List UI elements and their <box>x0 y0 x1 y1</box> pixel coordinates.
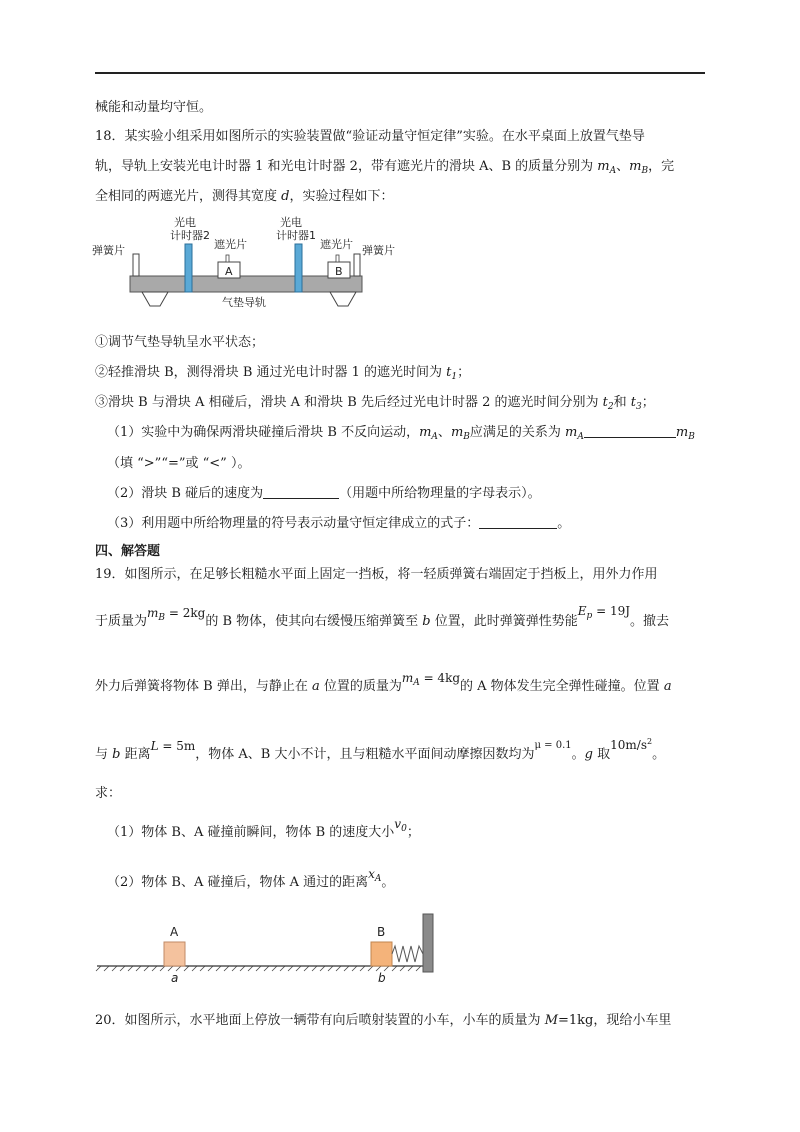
answer-blank-2[interactable] <box>263 485 339 499</box>
label-block-a: A <box>170 925 179 939</box>
label-gate2-bot: 计时器2 <box>170 229 210 242</box>
section-heading: 四、解答题 <box>95 544 161 559</box>
block-a <box>164 942 185 966</box>
label-spring-right: 弹簧片 <box>362 244 395 257</box>
q18-line-3: 全相同的两遮光片，测得其宽度 d，实验过程如下： <box>95 189 394 204</box>
air-track-diagram <box>90 210 410 320</box>
q18-part-3: （3）利用题中所给物理量的符号表示动量守恒定律成立的式子： 。 <box>107 516 571 531</box>
header-rule <box>95 72 705 74</box>
label-pos-a: a <box>171 971 179 985</box>
label-pos-b: b <box>378 971 386 985</box>
wall <box>423 914 433 972</box>
q18-part-1: （1）实验中为确保两滑块碰撞后滑块 B 不反向运动，$m_A$、$m_B$应满足的关系为 $m_A$ $m_B$ <box>107 425 695 442</box>
answer-blank-1[interactable] <box>584 424 676 438</box>
q18-line-1: 18．某实验小组采用如图所示的实验装置做“验证动量守恒定律”实验。在水平桌面上放置气垫导 <box>95 129 645 144</box>
previous-answer-tail: 械能和动量均守恒。 <box>95 100 213 115</box>
q20-line-1: 20．如图所示，水平地面上停放一辆带有向后喷射装置的小车，小车的质量为 M=1kg，现给小车里 <box>95 1013 672 1028</box>
photogate-2 <box>185 244 192 292</box>
q19-line-4: 与 b 距离L = 5m，物体 A、B 大小不计，且与粗糙水平面间动摩擦因数均为$^{\mu = 0.1}$。g 取$10m/s^2$。 <box>95 737 666 762</box>
spring <box>392 946 423 962</box>
q18-step-1: ①调节气垫导轨呈水平状态； <box>95 335 265 350</box>
collision-diagram <box>95 910 445 990</box>
q19-part-2: （2）物体 B、A 碰撞后，物体 A 通过的距离$x_A$。 <box>107 867 395 890</box>
q19-line-2: 于质量为$m_B = 2kg$的 B 物体，使其向右缓慢压缩弹簧至 b 位置，此时弹簧弹性势能$E_p = 19J$。撤去 <box>95 604 670 629</box>
ground-hatch <box>96 966 421 971</box>
label-shade-a: 遮光片 <box>214 238 247 251</box>
label-gate1-top: 光电 <box>280 216 302 229</box>
q18-step-2: ②轻推滑块 B，测得滑块 B 通过光电计时器 1 的遮光时间为 $t_1$； <box>95 365 471 382</box>
label-shade-b: 遮光片 <box>320 238 353 251</box>
photogate-1 <box>295 244 302 292</box>
q18-part-2: （2）滑块 B 碰后的速度为 （用题中所给物理量的字母表示）。 <box>107 486 541 501</box>
q19-line-1: 19．如图所示，在足够长粗糙水平面上固定一挡板，将一轻质弹簧右端固定于挡板上，用外力作用 <box>95 567 658 582</box>
answer-blank-3[interactable] <box>479 515 557 529</box>
label-block-a: A <box>225 265 233 278</box>
q18-part-1-hint: （填 “>”“=”或 “<” ）。 <box>107 456 251 471</box>
label-spring-left: 弹簧片 <box>92 244 125 257</box>
label-gate1-bot: 计时器1 <box>276 229 316 242</box>
label-gate2-top: 光电 <box>174 216 196 229</box>
label-block-b: B <box>377 925 386 939</box>
q18-line-2: 轨，导轨上安装光电计时器 1 和光电计时器 2，带有遮光片的滑块 A、B 的质量分别为 $m_A$、$m_B$，完 <box>95 159 675 176</box>
q19-ask: 求： <box>95 786 122 801</box>
label-track: 气垫导轨 <box>222 296 266 309</box>
q19-line-3: 外力后弹簧将物体 B 弹出，与静止在 a 位置的质量为$m_A = 4kg$的 A 物体发生完全弹性碰撞。位置 a <box>95 671 672 694</box>
block-b <box>371 942 392 966</box>
label-block-b: B <box>335 265 343 278</box>
q19-part-1: （1）物体 B、A 碰撞前瞬间，物体 B 的速度大小$v_0$； <box>107 817 420 840</box>
q18-step-3: ③滑块 B 与滑块 A 相碰后，滑块 A 和滑块 B 先后经过光电计时器 2 的遮光时间分别为 $t_2$和 $t_3$； <box>95 395 655 412</box>
